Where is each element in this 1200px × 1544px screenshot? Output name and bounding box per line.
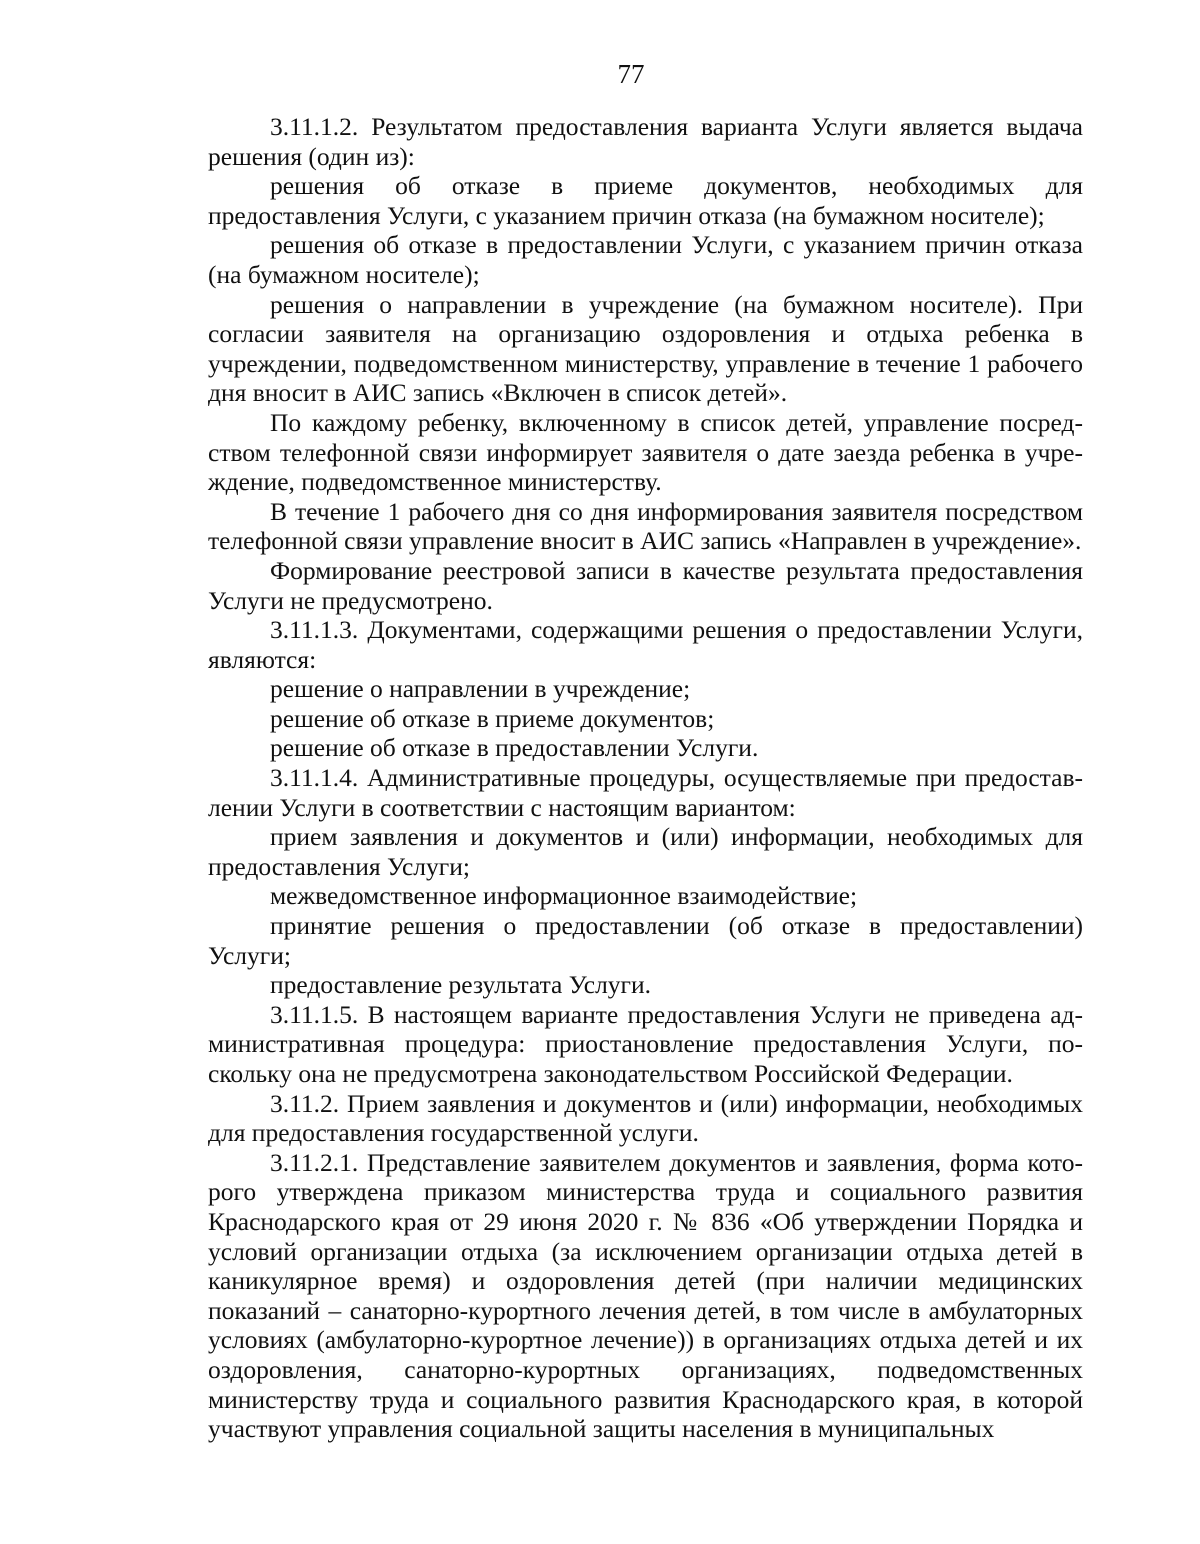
- paragraph: 3.11.1.4. Административные процедуры, осуществляемые при предоставлении Услуги в соответствии с настоящим вариантом:: [208, 763, 1083, 822]
- paragraph: 3.11.1.5. В настоящем варианте предоставления Услуги не приведена административная процедура: приостановление предоставления Услуги, поскольку она не предусмотрена законодательством Российской Федерации.: [208, 999, 1083, 1088]
- body-text: [208, 112, 1083, 1444]
- paragraph: По каждому ребенку, включенному в список детей, управление посредством телефонной связи информирует заявителя о дате заезда ребенка в учреждение, подведомственное министерству.: [208, 407, 1083, 497]
- paragraph: решение о направлении в учреждение;: [270, 674, 691, 704]
- paragraph: прием заявления и документов и (или) информации, необходимых для предоставления Услуги;: [208, 822, 1083, 881]
- paragraph: 3.11.2.1. Представление заявителем документов и заявления, форма которого утверждена приказом министерства труда и социального развития Краснодарского края от 29 июня 2020 г. № 836 «Об утверждении Порядка и условий организации отдыха (за исключением организации отдыха детей в каникулярное время) и оздоровления детей (при наличии медицинских показаний – санаторно-курортного лечения детей, в том числе в амбулаторных условиях (амбулаторно-курортное лечение)) в организациях отдыха детей и их оздоровления, санаторно-курортных организациях, подведомственных министерству труда и социального развития Краснодарского края, в которой участвуют управления социальной защиты населения в муниципальных: [208, 1147, 1083, 1444]
- paragraph: предоставление результата Услуги.: [270, 970, 652, 1000]
- paragraph: решения об отказе в приеме документов, необходимых для предоставления Услуги, с указанием причин отказа (на бумажном носителе);: [208, 171, 1083, 230]
- page-number: 77: [617, 59, 645, 89]
- paragraph: 3.11.1.3. Документами, содержащими решения о предоставлении Услуги, являются:: [208, 615, 1083, 674]
- paragraph: решения о направлении в учреждение (на бумажном носителе). При согласии заявителя на организацию оздоровления и отдыха ребенка в учреждении, подведомственном министерству, управление в течение 1 рабочего дня вносит в АИС запись «Включен в список детей».: [208, 289, 1083, 408]
- paragraph: решения об отказе в предоставлении Услуги, с указанием причин отказа (на бумажном носителе);: [208, 230, 1083, 289]
- paragraph: решение об отказе в предоставлении Услуги.: [270, 733, 759, 763]
- paragraph: принятие решения о предоставлении (об отказе в предоставлении) Услуги;: [208, 911, 1083, 970]
- paragraph: межведомственное информационное взаимодействие;: [270, 881, 858, 911]
- paragraph: В течение 1 рабочего дня со дня информирования заявителя посредством телефонной связи управление вносит в АИС запись «Направлен в учреждение».: [208, 496, 1083, 556]
- paragraph: Формирование реестровой записи в качестве результата предоставления Услуги не предусмотрено.: [208, 555, 1083, 615]
- paragraph: 3.11.2. Прием заявления и документов и (или) информации, необходимых для предоставления государственной услуги.: [208, 1088, 1083, 1148]
- paragraph: 3.11.1.2. Результатом предоставления варианта Услуги является выдача решения (один из):: [208, 112, 1083, 171]
- paragraph: решение об отказе в приеме документов;: [270, 703, 715, 733]
